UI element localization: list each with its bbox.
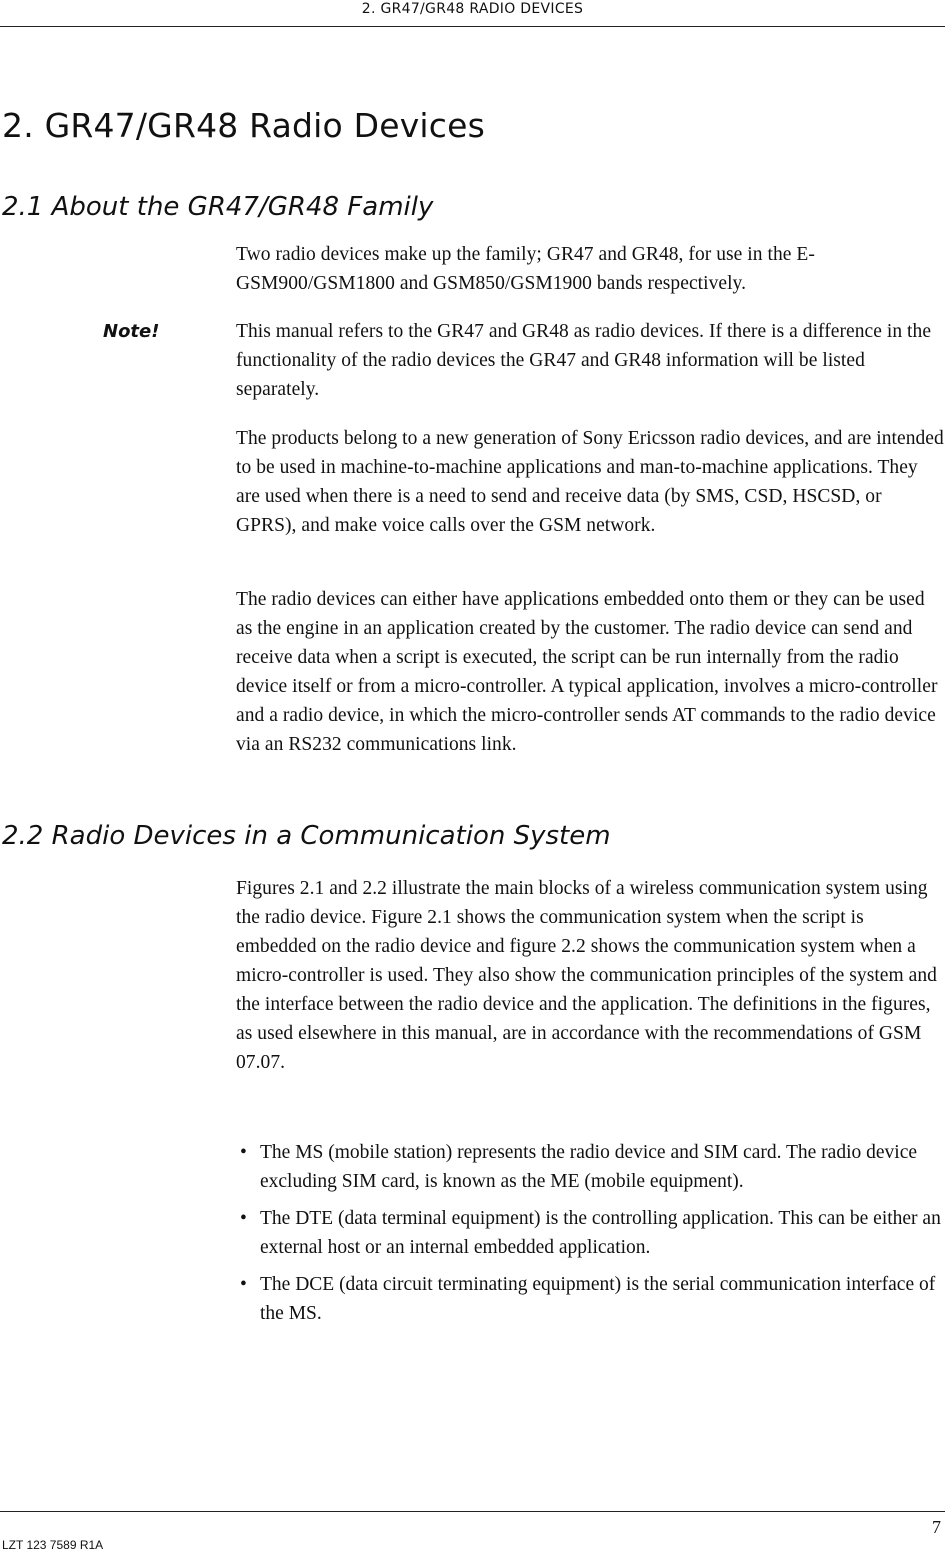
note-label: Note! — [103, 321, 160, 342]
note-text: This manual refers to the GR47 and GR48 as radio devices. If there is a difference in the functionality of the radio devices the GR47 and GR48 information will be listed separately. — [236, 321, 932, 400]
document-id: LZT 123 7589 R1A — [2, 1538, 104, 1552]
page-number: 7 — [932, 1517, 941, 1537]
list-item — [236, 1270, 944, 1328]
list-item — [236, 1204, 944, 1262]
section-title-2-1: 2.1 About the GR47/GR48 Family — [2, 192, 434, 222]
bullet-icon: • — [240, 1274, 247, 1295]
chapter-title: 2. GR47/GR48 Radio Devices — [2, 106, 486, 145]
bullet-icon: • — [240, 1142, 247, 1163]
bullet-icon: • — [240, 1208, 247, 1229]
list-item-text: The MS (mobile station) represents the radio device and SIM card. The radio device excluding SIM card, is known as the ME (mobile equipment). — [260, 1142, 918, 1192]
running-head: 2. GR47/GR48 RADIO DEVICES — [0, 0, 945, 27]
list-item-text: The DTE (data terminal equipment) is the controlling application. This can be either an external host or an internal embedded application. — [260, 1208, 941, 1258]
list-item-text: The DCE (data circuit terminating equipment) is the serial communication interface of the MS. — [260, 1274, 936, 1324]
footer-divider — [0, 1511, 945, 1512]
paragraph-family-intro: Two radio devices make up the family; GR47 and GR48, for use in the E-GSM900/GSM1800 and GSM850/GSM1900 bands respectively. — [236, 244, 815, 294]
list-item — [236, 1138, 944, 1196]
paragraph-figures: Figures 2.1 and 2.2 illustrate the main blocks of a wireless communication system using the radio device. Figure 2.1 shows the communication system when the script is embedded on the radio device and figure 2.2 shows the communication system when a micro-controller is used. They also show the communication principles of the system and the interface between the radio device and the application. The definitions in the figures, as used elsewhere in this manual, are in accordance with the recommendations of GSM 07.07. — [236, 878, 937, 1073]
definitions-list — [236, 1138, 944, 1336]
paragraph-applications: The radio devices can either have applications embedded onto them or they can be used as the engine in an application created by the customer. The radio device can send and receive data when a script is executed, the script can be run internally from the radio device itself or from a micro-controller. A typical application, involves a micro-controller and a radio device, in which the micro-controller sends AT commands to the radio device via an RS232 communications link. — [236, 589, 938, 755]
paragraph-product-generation: The products belong to a new generation of Sony Ericsson radio devices, and are intended to be used in machine-to-machine applications and man-to-machine applications. They are used when there is a need to send and receive data (by SMS, CSD, HSCSD, or GPRS), and make voice calls over the GSM network. — [236, 428, 944, 536]
section-title-2-2: 2.2 Radio Devices in a Communication System — [2, 821, 611, 851]
